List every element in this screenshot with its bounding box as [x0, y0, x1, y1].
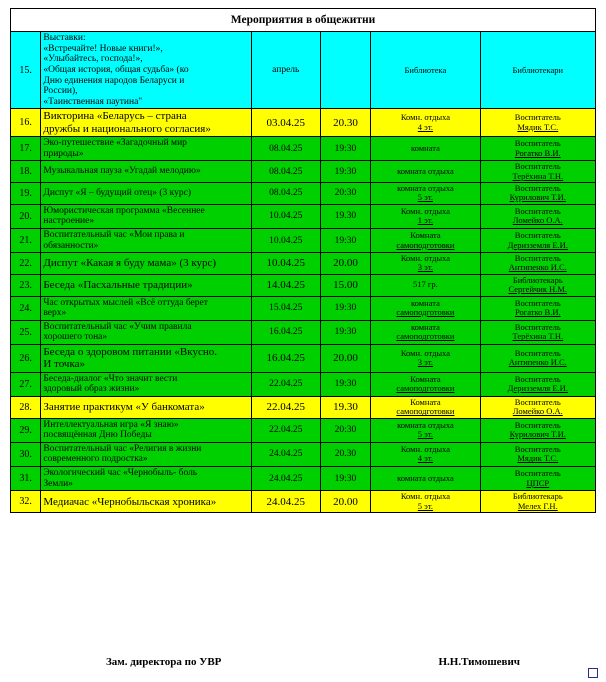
event-time: 20:30	[320, 182, 371, 204]
row-number: 15.	[11, 32, 41, 109]
event-place-line: самоподготовки	[396, 406, 455, 417]
table-row	[11, 320, 596, 344]
event-place-line: комната отдыха	[397, 182, 454, 193]
event-responsible	[480, 320, 595, 344]
event-place-line: комната	[410, 297, 440, 308]
events-table	[10, 8, 596, 513]
event-title-line: современного подростка»	[43, 454, 148, 465]
event-title	[41, 320, 252, 344]
event-time: 19.30	[320, 204, 371, 228]
event-title	[41, 253, 252, 275]
event-responsible-line: Воспитатель	[514, 182, 561, 193]
event-responsible	[480, 467, 595, 491]
event-title	[41, 442, 252, 466]
event-responsible-line: Ломейко О.А.	[512, 215, 563, 226]
event-responsible-line: Терёхина Т.Н.	[512, 331, 564, 342]
event-title	[41, 418, 252, 442]
event-responsible-line: Воспитатель	[514, 396, 561, 407]
event-responsible-line: Воспитатель	[514, 112, 561, 123]
event-responsible-line: Мядик Т.С.	[517, 453, 559, 464]
event-responsible	[480, 396, 595, 418]
event-responsible	[480, 228, 595, 252]
event-date: 08.04.25	[251, 182, 320, 204]
event-place	[371, 396, 480, 418]
event-responsible	[480, 442, 595, 466]
event-place	[371, 345, 480, 373]
row-number: 31.	[11, 467, 41, 491]
row-number: 25.	[11, 320, 41, 344]
table-row	[11, 109, 596, 137]
event-place	[371, 491, 480, 513]
event-time: 19:30	[320, 161, 371, 183]
event-responsible-line: Деризземля Е.И.	[507, 239, 568, 250]
event-responsible-line: Воспитатель	[514, 322, 561, 333]
event-responsible-line: Воспитатель	[514, 138, 561, 149]
table-row	[11, 274, 596, 296]
event-place-line: Комната	[410, 230, 441, 241]
row-number: 29.	[11, 418, 41, 442]
event-place-line: 517 гр.	[413, 279, 438, 290]
event-title	[41, 137, 252, 161]
event-title	[41, 274, 252, 296]
event-place-line: самоподготовки	[396, 307, 455, 318]
event-date: 22.04.25	[251, 418, 320, 442]
event-title	[41, 467, 252, 491]
event-title-line: Музыкальная пауза «Угадай мелодию»	[43, 166, 201, 177]
event-responsible-line: Воспитатель	[514, 205, 561, 216]
table-row	[11, 396, 596, 418]
event-place	[371, 182, 480, 204]
event-responsible-line: Рогатко В.И.	[514, 147, 561, 158]
event-title-line: Воспитательный час «Учим правила	[43, 321, 192, 332]
event-responsible-line: Рогатко В.И.	[514, 307, 561, 318]
event-date: 03.04.25	[251, 109, 320, 137]
row-number: 22.	[11, 253, 41, 275]
event-place-line: 5 эт.	[417, 500, 434, 511]
event-title-line: здоровый образ жизни»	[43, 384, 140, 395]
event-date: 24.04.25	[251, 467, 320, 491]
table-row	[11, 372, 596, 396]
event-title	[41, 32, 252, 109]
table-row	[11, 161, 596, 183]
event-place-line: 3 эт.	[417, 357, 434, 368]
event-date: 15.04.25	[251, 296, 320, 320]
event-time: 20.30	[320, 109, 371, 137]
event-title-line: Час открытых мыслей «Всё оттуда берет	[43, 297, 208, 308]
event-place	[371, 161, 480, 183]
event-place-line: комната отдыха	[397, 165, 454, 176]
event-time: 19.30	[320, 396, 371, 418]
row-number: 16.	[11, 109, 41, 137]
table-row	[11, 204, 596, 228]
event-responsible-line: Библиотекари	[512, 64, 564, 75]
table-row	[11, 228, 596, 252]
row-number: 26.	[11, 345, 41, 373]
event-time: 19:30	[320, 467, 371, 491]
event-responsible-line: Воспитатель	[514, 161, 561, 172]
event-title-line: Воспитательный час «Мои права и	[43, 229, 185, 240]
event-time	[320, 32, 371, 109]
event-place-line: 3 эт.	[417, 262, 434, 273]
event-title	[41, 204, 252, 228]
event-place-line: Библиотека	[404, 64, 447, 75]
event-responsible	[480, 253, 595, 275]
event-place-line: комната отдыха	[397, 473, 454, 484]
table-row	[11, 418, 596, 442]
event-responsible	[480, 296, 595, 320]
event-place-line: Комн. отдыха	[400, 347, 451, 358]
row-number: 23.	[11, 274, 41, 296]
event-title-line: верх»	[43, 308, 67, 319]
event-responsible	[480, 161, 595, 183]
event-date: 08.04.25	[251, 161, 320, 183]
event-title	[41, 109, 252, 137]
event-responsible-line: Воспитатель	[514, 468, 561, 479]
event-title-line: России),	[43, 86, 78, 97]
event-time: 20.00	[320, 345, 371, 373]
event-place	[371, 109, 480, 137]
event-title-line: Беседа о здоровом питании «Вкусно.	[43, 346, 217, 358]
event-responsible-line: Воспитатель	[514, 230, 561, 241]
event-place	[371, 137, 480, 161]
event-date: 22.04.25	[251, 372, 320, 396]
event-date: апрель	[251, 32, 320, 109]
event-place-line: комната отдыха	[397, 419, 454, 430]
event-place-line: Комн. отдыха	[400, 444, 451, 455]
event-title-line: Диспут «Какая я буду мама» (3 курс)	[43, 257, 217, 270]
event-time: 20.30	[320, 442, 371, 466]
event-place-line: 5 эт.	[417, 192, 434, 203]
event-responsible	[480, 418, 595, 442]
footer-name: Н.Н.Тимошевич	[438, 656, 520, 668]
event-title-line: Воспитательный час «Религия в жизни	[43, 443, 202, 454]
event-responsible	[480, 182, 595, 204]
event-title-line: Эко-путешествие «Загадочный мир	[43, 138, 187, 148]
event-responsible-line: Воспитатель	[514, 253, 561, 264]
event-date: 10.04.25	[251, 228, 320, 252]
row-number: 21.	[11, 228, 41, 252]
event-responsible-line: Воспитатель	[514, 419, 561, 430]
table-row	[11, 253, 596, 275]
event-title-line: Дню единения народов Беларуси и	[43, 75, 185, 86]
event-title-line: Юмористическая программа «Весеннее	[43, 205, 205, 216]
event-title-line: Беседа «Пасхальные традиции»	[43, 279, 193, 291]
event-place-line: Комн. отдыха	[400, 205, 451, 216]
event-time: 19:30	[320, 228, 371, 252]
event-responsible-line: Курилович Т.И.	[509, 429, 566, 440]
table-row	[11, 467, 596, 491]
event-date: 24.04.25	[251, 442, 320, 466]
event-responsible	[480, 204, 595, 228]
table-row	[11, 345, 596, 373]
event-title-line: «Встречайте! Новые книги!»,	[43, 43, 163, 54]
event-place	[371, 418, 480, 442]
event-place	[371, 204, 480, 228]
event-date: 08.04.25	[251, 137, 320, 161]
event-place	[371, 274, 480, 296]
event-responsible-line: Библиотекарь	[512, 491, 563, 502]
event-title-line: настроение»	[43, 216, 95, 227]
event-place	[371, 442, 480, 466]
event-responsible-line: Ломейко О.А.	[512, 406, 563, 417]
event-time: 19:30	[320, 137, 371, 161]
event-responsible-line: Сергейчик Н.М.	[508, 284, 568, 295]
event-title	[41, 182, 252, 204]
event-responsible-line: Библиотекарь	[512, 274, 563, 285]
event-title-line: И точка»	[43, 358, 86, 371]
event-place-line: самоподготовки	[396, 239, 455, 250]
row-number: 19.	[11, 182, 41, 204]
event-date: 16.04.25	[251, 320, 320, 344]
event-title-line: Викторина «Беларусь – страна	[43, 110, 187, 123]
event-responsible-line: Воспитатель	[514, 444, 561, 455]
event-title	[41, 296, 252, 320]
event-responsible	[480, 491, 595, 513]
event-title-line: хорошего тона»	[43, 332, 108, 343]
event-place	[371, 253, 480, 275]
table-row	[11, 296, 596, 320]
event-place-line: Комната	[410, 373, 441, 384]
event-title-line: Экологический час «Чернобыль- боль	[43, 468, 198, 479]
event-place	[371, 320, 480, 344]
event-title-line: «Общая история, общая судьба» (ко	[43, 64, 189, 75]
row-number: 18.	[11, 161, 41, 183]
event-responsible-line: Мядик Т.С.	[517, 121, 559, 132]
event-time: 19:30	[320, 296, 371, 320]
event-responsible-line: Курилович Т.И.	[509, 192, 566, 203]
event-place-line: самоподготовки	[396, 331, 455, 342]
event-title-line: обязанности»	[43, 240, 99, 251]
row-number: 32.	[11, 491, 41, 513]
event-responsible	[480, 109, 595, 137]
table-row	[11, 137, 596, 161]
event-responsible	[480, 274, 595, 296]
event-time: 20.00	[320, 491, 371, 513]
table-title-row	[11, 9, 596, 32]
event-responsible	[480, 372, 595, 396]
event-time: 15.00	[320, 274, 371, 296]
event-title	[41, 372, 252, 396]
event-time: 20:30	[320, 418, 371, 442]
row-number: 17.	[11, 137, 41, 161]
event-date: 16.04.25	[251, 345, 320, 373]
event-title-line: «Улыбайтесь, господа!»,	[43, 54, 143, 65]
event-title-line: «Таинственная паутина"	[43, 96, 143, 107]
page-title: Мероприятия в общежитни	[11, 9, 596, 32]
event-place	[371, 296, 480, 320]
event-place-line: 5 эт.	[417, 429, 434, 440]
event-responsible-line: Воспитатель	[514, 347, 561, 358]
event-place-line: 1 эт.	[417, 215, 434, 226]
event-responsible-line: Мелех Г.Н.	[517, 500, 558, 511]
event-title-line: Занятие практикум «У банкомата»	[43, 401, 205, 414]
event-responsible-line: Воспитатель	[514, 373, 561, 384]
event-title	[41, 491, 252, 513]
event-place-line: комната	[410, 322, 440, 333]
event-responsible	[480, 137, 595, 161]
event-time: 20.00	[320, 253, 371, 275]
row-number: 27.	[11, 372, 41, 396]
table-row	[11, 32, 596, 109]
event-responsible-line: ЦПСР	[526, 477, 550, 488]
event-title	[41, 228, 252, 252]
event-place	[371, 32, 480, 109]
event-responsible-line: Воспитатель	[514, 297, 561, 308]
event-responsible	[480, 345, 595, 373]
event-title-line: Земли»	[43, 478, 73, 489]
event-place-line: Комн. отдыха	[400, 491, 451, 502]
event-place-line: самоподготовки	[396, 383, 455, 394]
event-date: 24.04.25	[251, 491, 320, 513]
event-title-line: Беседа-диалог «Что значит вести	[43, 373, 178, 384]
row-number: 20.	[11, 204, 41, 228]
table-row	[11, 182, 596, 204]
event-place-line: Комн. отдыха	[400, 112, 451, 123]
event-responsible-line: Терёхина Т.Н.	[512, 170, 564, 181]
event-title	[41, 161, 252, 183]
event-responsible	[480, 32, 595, 109]
event-place	[371, 228, 480, 252]
event-title-line: Выставки:	[43, 33, 86, 43]
event-title-line: Интеллектуальная игра «Я знаю»	[43, 419, 179, 430]
event-date: 10.04.25	[251, 253, 320, 275]
row-number: 28.	[11, 396, 41, 418]
event-place	[371, 467, 480, 491]
row-number: 24.	[11, 296, 41, 320]
event-place-line: 4 эт.	[417, 121, 434, 132]
event-date: 10.04.25	[251, 204, 320, 228]
event-title-line: природы»	[43, 148, 84, 159]
event-title-line: посвящённая Дню Победы	[43, 430, 152, 441]
event-title-line: Медиачас «Чернобыльская хроника»	[43, 495, 217, 508]
event-responsible-line: Антипенко И.С.	[508, 357, 567, 368]
table-row	[11, 491, 596, 513]
event-time: 19:30	[320, 372, 371, 396]
table-row	[11, 442, 596, 466]
event-responsible-line: Деризземля Е.И.	[507, 383, 568, 394]
event-title	[41, 396, 252, 418]
signature-footer	[0, 656, 606, 668]
event-place-line: 4 эт.	[417, 453, 434, 464]
event-place-line: Комн. отдыха	[400, 253, 451, 264]
event-title-line: Диспут «Я – будущий отец» (3 курс)	[43, 187, 192, 198]
event-place-line: Комната	[410, 396, 441, 407]
event-date: 22.04.25	[251, 396, 320, 418]
event-date: 14.04.25	[251, 274, 320, 296]
event-time: 19:30	[320, 320, 371, 344]
event-title-line: дружбы и национального согласия»	[43, 122, 211, 135]
corner-marker-icon	[588, 668, 598, 678]
event-responsible-line: Антипенко И.С.	[508, 262, 567, 273]
footer-position: Зам. директора по УВР	[106, 656, 222, 668]
event-place-line: комната	[410, 142, 440, 153]
event-place	[371, 372, 480, 396]
event-title	[41, 345, 252, 373]
row-number: 30.	[11, 442, 41, 466]
